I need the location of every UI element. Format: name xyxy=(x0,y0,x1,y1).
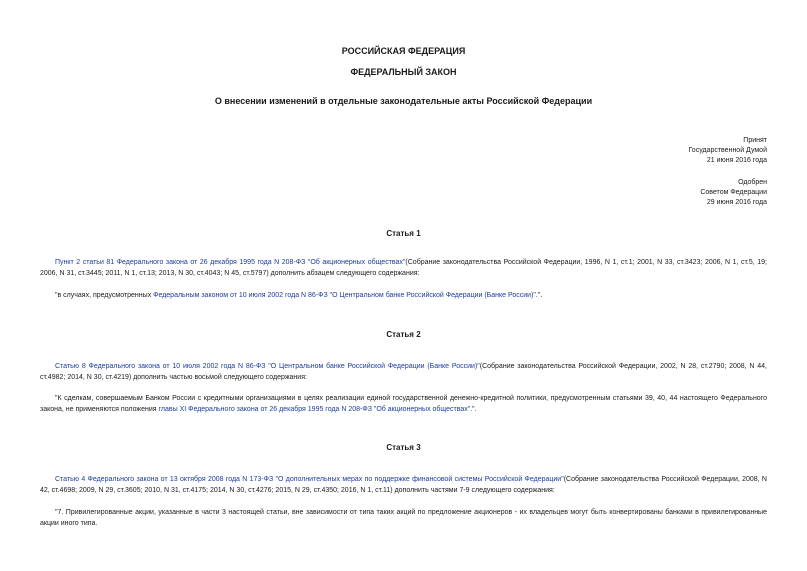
article-1-paragraph-2 xyxy=(40,290,767,301)
article-1-text-1: (Собрание законодательства Российской Федерации, 1996, N 1, ст.1; 2001, N 33, ст.3423; 2006, N 1, ст.5, 19; 2006, N 31, ст.3445; 2011, N 1, ст.13; 2013, N 30, ст.4043; N 45, ст.5797) дополнить абзацем следующего содержания: xyxy=(40,259,767,277)
article-2-paragraph-1 xyxy=(40,361,767,383)
article-1-link-1[interactable]: Пункт 2 статьи 81 Федерального закона от 26 декабря 1995 года N 208-ФЗ "Об акционерных обществах" xyxy=(55,259,406,266)
article-3-quote-pre: "7. Привилегированные акции, указанные в части 3 настоящей статьи, вне зависимости от типа таких акций по предложение акционеров - их владельцев могут быть конвертированы банками в привилегированные акции иного типа. xyxy=(40,509,767,527)
accepted-date: 21 июня 2016 года xyxy=(706,157,767,164)
approved-date: 29 июня 2016 года xyxy=(706,199,767,206)
article-2-paragraph-2 xyxy=(40,393,767,415)
approved-by: Советом Федерации xyxy=(700,189,767,196)
federation-title: РОССИЙСКАЯ ФЕДЕРАЦИЯ xyxy=(341,46,466,56)
article-3-paragraph-2 xyxy=(40,507,767,529)
article-3-link-1[interactable]: Статью 4 Федерального закона от 13 октября 2008 года N 173-ФЗ "О дополнительных мерах по поддержке финансовой системы Российской Федерации" xyxy=(55,476,564,483)
article-1-link-2[interactable]: Федеральным законом от 10 июля 2002 года N 86-ФЗ "О Центральном банке Российской Федерации (Банке России)" xyxy=(153,292,536,299)
adoption-block xyxy=(688,136,767,166)
article-3-heading: Статья 3 xyxy=(386,443,421,452)
article-3-paragraph-1 xyxy=(40,474,767,496)
article-2-text-1: (Собрание законодательства Российской Федерации, 2002, N 28, ст.2790; 2008, N 44, ст.4982; 2014, N 30, ст.4219) дополнить частью восьмой следующего содержания: xyxy=(40,363,767,381)
article-3-text-1: (Собрание законодательства Российской Федерации, 2008, N 42, ст.4698; 2009, N 29, ст.3605; 2010, N 31, ст.4175; 2014, N 30, ст.4276; 2015, N 29, ст.4350; 2016, N 1, ст.11) дополнить частями 7-9 следующего содержания: xyxy=(40,476,767,494)
article-1-quote-pre: "в случаях, предусмотренных xyxy=(55,292,154,299)
article-2-link-1[interactable]: Статью 8 Федерального закона от 10 июля 2002 года N 86-ФЗ "О Центральном банке Российской Федерации (Банке России)" xyxy=(55,363,480,370)
approved-label: Одобрен xyxy=(738,179,767,186)
article-1-heading: Статья 1 xyxy=(386,229,421,238)
article-2-heading: Статья 2 xyxy=(386,330,421,339)
page-title: О внесении изменений в отдельные законодательные акты Российской Федерации xyxy=(214,96,593,106)
approval-block xyxy=(700,178,767,208)
accepted-label: Принят xyxy=(743,137,767,144)
article-1-quote-post: .". xyxy=(535,292,543,299)
article-1-paragraph-1 xyxy=(40,257,767,279)
article-2-quote-post: .". xyxy=(470,406,477,413)
doc-type: ФЕДЕРАЛЬНЫЙ ЗАКОН xyxy=(350,67,457,77)
article-2-quote-pre: "К сделкам, совершаемым Банком России с кредитными организациями в целях реализации единой государственной денежно-кредитной политики, предусмотренным статьями 39, 40, 44 настоящего Федерального закона, не применяются положения xyxy=(40,395,767,413)
article-2-link-2[interactable]: главы XI Федерального закона от 26 декабря 1995 года N 208-ФЗ "Об акционерных обществах" xyxy=(158,406,471,413)
accepted-by: Государственной Думой xyxy=(688,147,767,154)
